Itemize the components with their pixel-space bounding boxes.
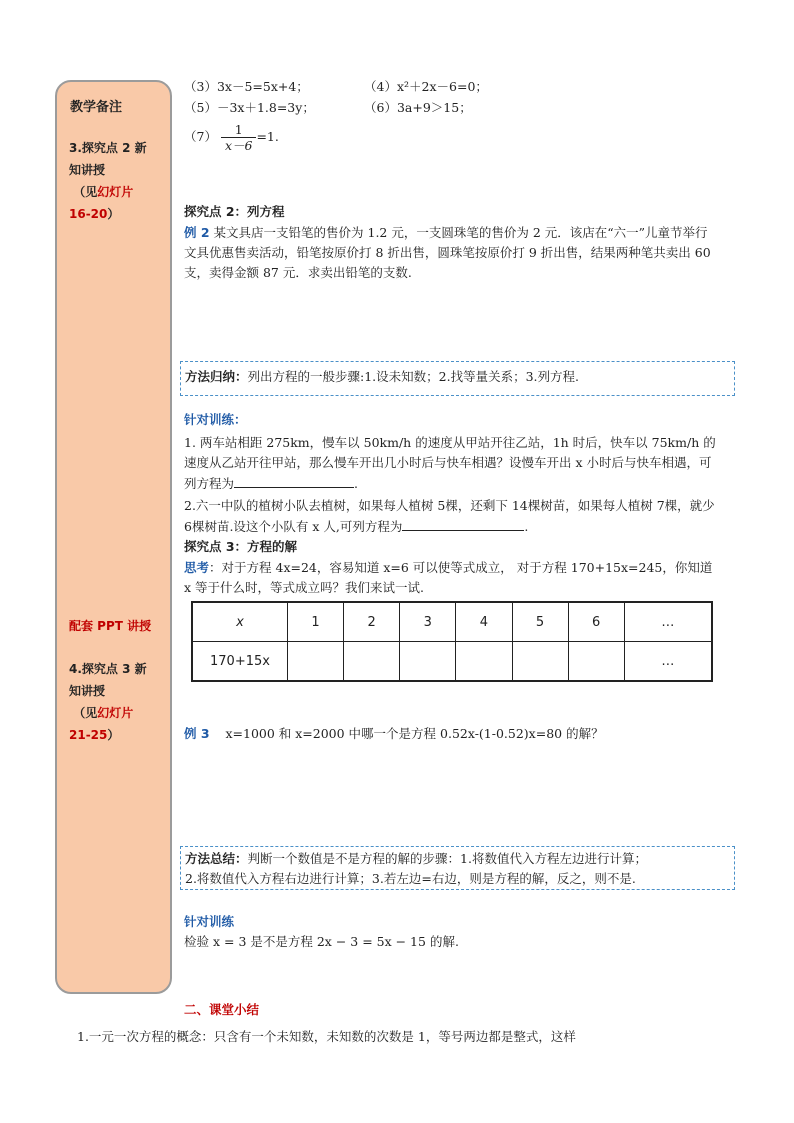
table-cell[interactable] bbox=[568, 642, 624, 682]
exercise-7: （7） $\frac{1}{x-6}$ =1. bbox=[184, 122, 279, 153]
table-cell[interactable] bbox=[400, 642, 456, 682]
example3-text: 例 3 x=1000 和 x=2000 中哪一个是方程 0.52x-(1-0.52)x=80 的解？ bbox=[184, 726, 604, 741]
table-cell: … bbox=[624, 642, 712, 682]
summary-heading: 二、课堂小结 bbox=[184, 1002, 260, 1017]
table-cell: 6 bbox=[568, 602, 624, 642]
table-cell[interactable] bbox=[512, 642, 568, 682]
value-table bbox=[191, 601, 713, 682]
answer-blank[interactable] bbox=[402, 516, 524, 531]
table-cell: 5 bbox=[512, 602, 568, 642]
practice2-text: 检验 x = 3 是不是方程 2x − 3 = 5x − 15 的解. bbox=[184, 934, 459, 949]
table-cell[interactable] bbox=[344, 642, 400, 682]
sidebar-note-point2: 3.探究点 2 新 知讲授 （见幻灯片 16-20） bbox=[69, 141, 147, 221]
example2-text: 例 2 某文具店一支铅笔的售价为 1.2 元，一支圆珠笔的售价为 2 元．该店在“六一”儿童节举行文具优惠售卖活动，铅笔按原价打 8 折出售，圆珠笔按原价打 9 折出售，结果两种笔共卖出 60 支，卖得金额 87 元．求卖出铅笔的支数. bbox=[184, 225, 711, 280]
method-summary-box: 方法归纳：列出方程的一般步骤:1.设未知数；2.找等量关系；3.列方程. bbox=[180, 361, 735, 396]
exercise-3: （3）3x－5=5x+4； bbox=[184, 79, 309, 94]
practice2-heading: 针对训练 bbox=[184, 914, 235, 929]
sidebar-note-point3: 4.探究点 3 新 知讲授 （见幻灯片 21-25） bbox=[69, 662, 147, 742]
exercise-6: （6）3a+9＞15； bbox=[364, 100, 472, 115]
teaching-notes-sidebar bbox=[55, 80, 172, 994]
table-cell: 1 bbox=[288, 602, 344, 642]
table-cell[interactable] bbox=[456, 642, 512, 682]
practice1-q1: 1. 两车站相距 275km，慢车以 50km/h 的速度从甲站开往乙站，1h 时后，快车以 75km/h 的速度从乙站开往甲站，那么慢车开出几小时后与快车相遇？设慢车开出 x 小时后与快车相遇，可列方程为 . bbox=[184, 435, 716, 491]
exercise-5: （5）－3x＋1.8=3y； bbox=[184, 100, 315, 115]
sidebar-ppt-label: 配套 PPT 讲授 bbox=[69, 619, 152, 633]
answer-blank[interactable] bbox=[234, 473, 354, 488]
point3-heading: 探究点 3：方程的解 bbox=[184, 539, 298, 554]
table-cell: x bbox=[192, 602, 288, 642]
table-cell: 170+15x bbox=[192, 642, 288, 682]
table-cell: 3 bbox=[400, 602, 456, 642]
point2-heading: 探究点 2：列方程 bbox=[184, 204, 285, 219]
practice1-heading: 针对训练： bbox=[184, 412, 247, 427]
method-summary-box-2: 方法总结：判断一个数值是不是方程的解的步骤：1.将数值代入方程左边进行计算； 2.将数值代入方程右边进行计算；3.若左边=右边，则是方程的解，反之，则不是. bbox=[180, 846, 735, 890]
table-cell[interactable] bbox=[288, 642, 344, 682]
exercise-4: （4）x²＋2x－6=0； bbox=[364, 79, 488, 94]
summary-text: 1.一元一次方程的概念：只含有一个未知数，未知数的次数是 1，等号两边都是整式，这样 bbox=[77, 1029, 576, 1044]
table-cell: 4 bbox=[456, 602, 512, 642]
sidebar-title: 教学备注 bbox=[70, 100, 123, 115]
practice1-q2: 2.六一中队的植树小队去植树，如果每人植树 5棵，还剩下 14棵树苗，如果每人植树 7棵，就少 6棵树苗.设这个小队有 x 人,可列方程为 . bbox=[184, 498, 715, 534]
table-cell: 2 bbox=[344, 602, 400, 642]
fraction: $\frac{1}{x-6}$ bbox=[221, 122, 257, 153]
table-row bbox=[192, 602, 712, 642]
table-row bbox=[192, 642, 712, 682]
think-text: 思考：对于方程 4x=24，容易知道 x=6 可以使等式成立， 对于方程 170+15x=245，你知道 x 等于什么时，等式成立吗？我们来试一试. bbox=[184, 560, 713, 595]
table-cell: … bbox=[624, 602, 712, 642]
